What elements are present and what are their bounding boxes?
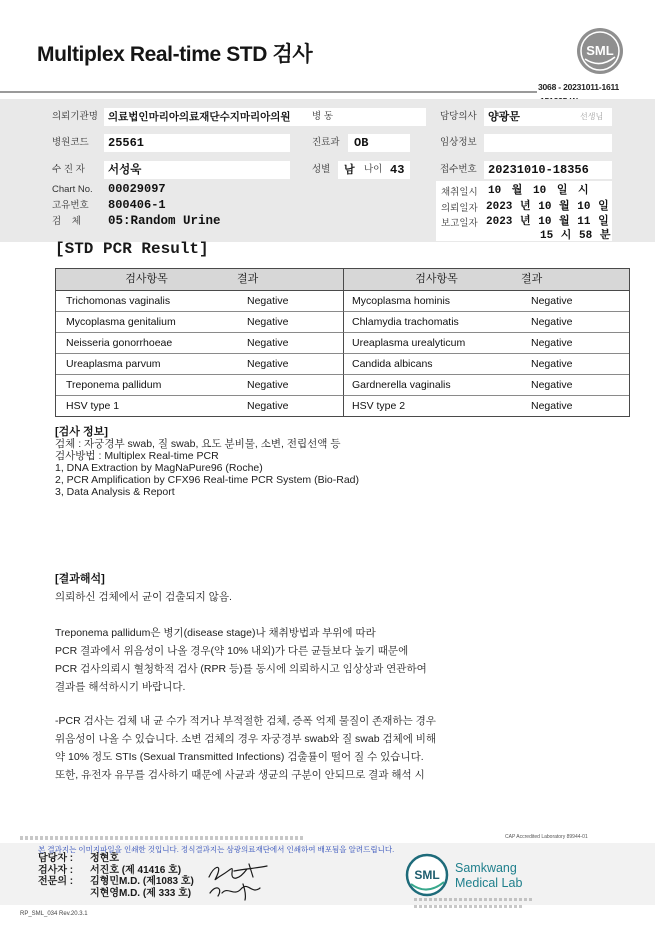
hospital-code-label: 병원코드 xyxy=(52,137,89,148)
print-notice: 본 결과지는 이미지파일을 인쇄한 것입니다. 정식결과지는 삼광의료재단에서 인쇄하여 배포됨을 알려드립니다. xyxy=(38,845,395,854)
test-result: Negative xyxy=(237,374,343,395)
col-header-result: 결과 xyxy=(521,269,629,290)
test-item: Trichomonas vaginalis xyxy=(56,290,237,311)
paragraph-line: 위음성이 나올 수 있습니다. 소변 검체의 경우 자궁경부 swab와 질 swab 검체에 비해 xyxy=(55,733,437,745)
chart-no-label: Chart No. xyxy=(52,184,93,195)
header-logo-text: SML xyxy=(586,43,614,58)
institution-value: 의료법인마리아의료재단수지마리아의원 xyxy=(108,111,291,123)
patient-label: 수 진 자 xyxy=(52,164,85,175)
test-result: Negative xyxy=(237,290,343,311)
test-result: Negative xyxy=(521,374,629,395)
col-header-item: 검사항목 xyxy=(56,269,237,290)
interpretation-paragraph-1 xyxy=(55,624,427,696)
samkwang-logo-icon xyxy=(404,852,450,898)
lab-name-line1: Samkwang xyxy=(455,861,517,875)
col-header-item: 검사항목 xyxy=(343,269,521,290)
specimen-value: 05:Random Urine xyxy=(108,214,221,228)
test-result: Negative xyxy=(521,395,629,416)
sex-label: 성별 xyxy=(312,164,331,175)
test-item: Treponema pallidum xyxy=(56,374,237,395)
interpretation-summary: 의뢰하신 검체에서 균이 검출되지 않음. xyxy=(55,591,232,603)
ward-label: 병 동 xyxy=(312,111,333,122)
cap-accreditation: CAP Accredited Laboratory 89944-01 xyxy=(505,834,588,840)
paragraph-line: Treponema pallidum은 병기(disease stage)나 채취방법과 부위에 따라 xyxy=(55,627,376,639)
paragraph-line: 약 10% 정도 STIs (Sexual Transmitted Infections) 검출률이 떨어 질 수 있습니다. xyxy=(55,751,424,763)
signatures xyxy=(205,860,271,902)
test-result: Negative xyxy=(237,395,343,416)
staff-list xyxy=(38,853,194,899)
test-result: Negative xyxy=(237,332,343,353)
lab-name-line2: Medical Lab xyxy=(455,876,523,890)
paragraph-line: 또한, 유전자 유무를 검사하기 때문에 사균과 생균의 구분이 안되므로 결과 해석 시 xyxy=(55,769,425,781)
age-value: 43 xyxy=(390,163,405,177)
test-item: Ureaplasma urealyticum xyxy=(343,332,521,353)
test-result: Negative xyxy=(521,332,629,353)
staff-name: 정현호 xyxy=(90,853,119,864)
receipt-no-label: 접수번호 xyxy=(440,164,477,175)
test-info-line: 1, DNA Extraction by MagNaPure96 (Roche) xyxy=(55,462,263,474)
specimen-label: 검 체 xyxy=(52,216,81,227)
test-item: Neisseria gonorrhoeae xyxy=(56,332,237,353)
fine-print xyxy=(20,836,305,840)
test-info-lines xyxy=(55,438,359,498)
test-info-line: 2, PCR Amplification by CFX96 Real-time PCR System (Bio-Rad) xyxy=(55,474,360,486)
reported-label: 보고일자 xyxy=(441,218,478,229)
reported-value: 2023 년 10 월 11 일 xyxy=(486,216,609,228)
age-label: 나이 xyxy=(364,164,383,175)
report-title: Multiplex Real-time STD 검사 xyxy=(37,43,313,66)
clinical-info-label: 임상정보 xyxy=(440,137,477,148)
staff-role: 검사자 : xyxy=(38,864,74,876)
doctor-value: 양광문 xyxy=(488,111,520,123)
test-result: Negative xyxy=(237,353,343,374)
sex-value: 남 xyxy=(344,164,355,176)
staff-row xyxy=(38,865,194,877)
paragraph-line: PCR 검사의뢰시 혈청학적 검사 (RPR 등)를 동시에 의뢰하시고 임상상과 연관하여 xyxy=(55,663,427,675)
signature-specialist xyxy=(210,884,260,900)
requested-value: 2023 년 10 월 10 일 xyxy=(486,201,609,213)
report-id-line1: 3068 - 20231011-1611 xyxy=(538,82,620,92)
department-value: OB xyxy=(354,136,369,150)
hospital-code-value: 25561 xyxy=(108,136,145,150)
test-result: Negative xyxy=(521,290,629,311)
lab-address-fine-print xyxy=(414,898,532,901)
test-item: Candida albicans xyxy=(343,353,521,374)
test-result: Negative xyxy=(521,353,629,374)
test-info-line: 검체 : 자궁경부 swab, 질 swab, 요도 분비물, 소변, 전립선액 등 xyxy=(55,438,341,450)
col-header-result: 결과 xyxy=(237,269,343,290)
footer-logo-text: SML xyxy=(414,868,440,882)
collected-value: 10 월 10 일 시 xyxy=(488,185,589,197)
results-heading: [STD PCR Result] xyxy=(55,240,209,258)
interpretation-paragraph-2 xyxy=(55,712,436,784)
receipt-no-value: 20231010-18356 xyxy=(488,163,589,177)
staff-row xyxy=(38,853,194,865)
collected-label: 채취일시 xyxy=(441,187,478,198)
header-rule xyxy=(0,91,537,93)
department-label: 진료과 xyxy=(312,137,340,148)
test-item: HSV type 2 xyxy=(343,395,521,416)
staff-row xyxy=(38,888,194,900)
form-code: RP_SML_034 Rev.20.3.1 xyxy=(20,911,88,917)
staff-name: 김형민M.D. (제1083 호) xyxy=(90,876,194,887)
test-item: Ureaplasma parvum xyxy=(56,353,237,374)
sml-logo-icon xyxy=(572,26,628,78)
unique-no-value: 800406-1 xyxy=(108,198,166,212)
test-item: HSV type 1 xyxy=(56,395,237,416)
lab-contact-fine-print xyxy=(414,905,524,908)
staff-name: 서진호 (제 41416 호) xyxy=(90,864,182,876)
test-info-heading: [검사 정보] xyxy=(55,426,108,438)
institution-label: 의뢰기관명 xyxy=(52,111,98,122)
test-info-line: 3, Data Analysis & Report xyxy=(55,486,175,498)
interpretation-heading: [결과해석] xyxy=(55,573,105,585)
test-item: Mycoplasma genitalium xyxy=(56,311,237,332)
paragraph-line: PCR 결과에서 위음성이 나올 경우(약 10% 내외)가 다른 균들보다 높기 때문에 xyxy=(55,645,409,657)
staff-role: 담당자 : xyxy=(38,853,74,864)
test-item: Mycoplasma hominis xyxy=(343,290,521,311)
paragraph-line: -PCR 검사는 검체 내 균 수가 적거나 부적절한 검체, 증폭 억제 물질이 존재하는 경우 xyxy=(55,715,436,727)
test-result: Negative xyxy=(521,311,629,332)
test-item: Chlamydia trachomatis xyxy=(343,311,521,332)
chart-no-value: 00029097 xyxy=(108,182,166,196)
test-info-line: 검사방법 : Multiplex Real-time PCR xyxy=(55,450,219,462)
paragraph-line: 결과를 해석하시기 바랍니다. xyxy=(55,681,186,693)
requested-label: 의뢰일자 xyxy=(441,203,478,214)
results-table xyxy=(55,268,630,417)
doctor-label: 담당의사 xyxy=(440,111,477,122)
clinical-info-field xyxy=(484,134,612,152)
staff-row xyxy=(38,876,194,888)
test-result: Negative xyxy=(237,311,343,332)
signature-inspector xyxy=(209,864,267,880)
staff-role: 전문의 : xyxy=(38,876,74,887)
patient-name: 서성욱 xyxy=(108,164,142,176)
staff-name: 지현영M.D. (제 333 호) xyxy=(90,887,192,899)
doctor-suffix: 선생님 xyxy=(580,112,604,121)
reported-time: 15 시 58 분 xyxy=(540,230,611,242)
test-item: Gardnerella vaginalis xyxy=(343,374,521,395)
unique-no-label: 고유번호 xyxy=(52,200,89,211)
